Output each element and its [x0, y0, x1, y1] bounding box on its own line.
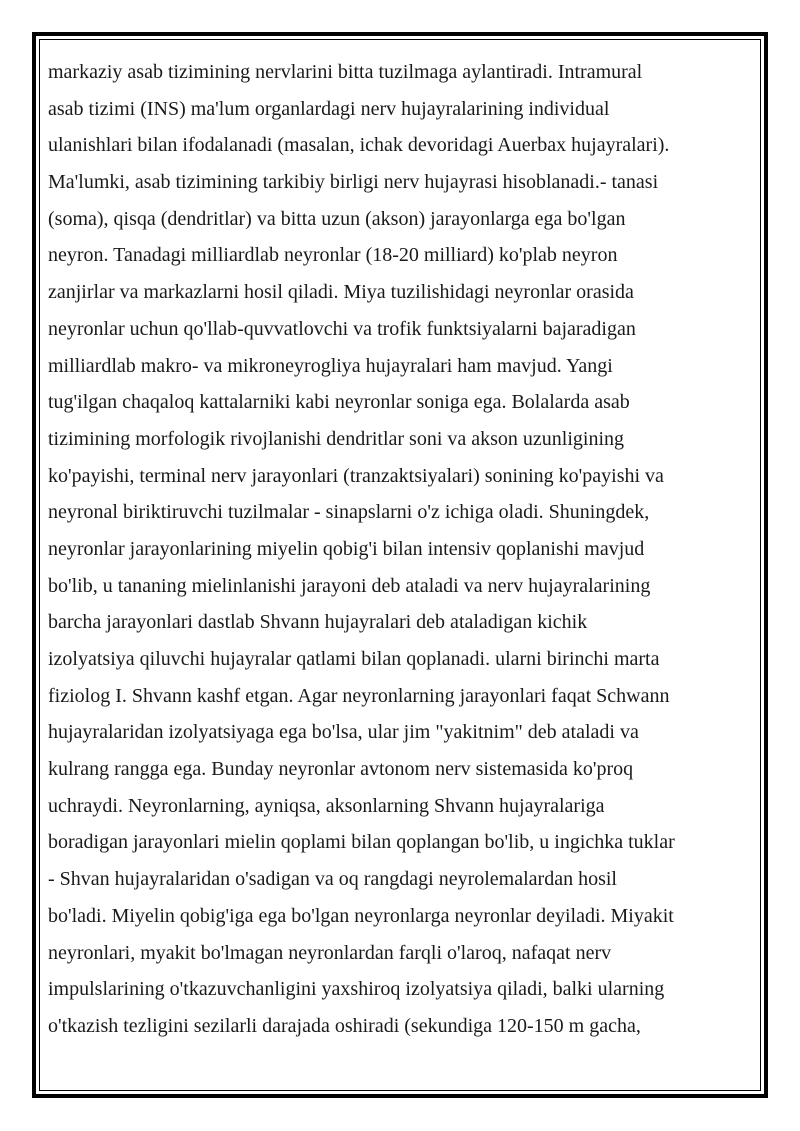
text-line: neyronlari, myakit bo'lmagan neyronlardan farqli o'laroq, nafaqat nerv [48, 941, 612, 964]
text-line: asab tizimi (INS) ma'lum organlardagi nerv hujayralarining individual [48, 97, 610, 120]
text-line: o'tkazish tezligini sezilarli darajada oshiradi (sekundiga 120-150 m gacha, [48, 1014, 641, 1037]
text-line: boradigan jarayonlari mielin qoplami bilan qoplangan bo'lib, u ingichka tuklar [48, 831, 675, 854]
text-line: neyronlar jarayonlarining miyelin qobig'i bilan intensiv qoplanishi mavjud [48, 537, 645, 560]
text-line: neyronlar uchun qo'llab-quvvatlovchi va trofik funktsiyalarni bajaradigan [48, 317, 636, 340]
text-line: bo'lib, u tananing mielinlanishi jarayoni deb ataladi va nerv hujayralarining [48, 574, 651, 597]
text-line: hujayralaridan izolyatsiyaga ega bo'lsa, ular jim "yakitnim" deb ataladi va [48, 721, 639, 744]
text-line: impulslarining o'tkazuvchanligini yaxshiroq izolyatsiya qiladi, balki ularning [48, 978, 665, 1001]
text-line: fiziolog I. Shvann kashf etgan. Agar neyronlarning jarayonlari faqat Schwann [48, 684, 670, 707]
text-line: tizimining morfologik rivojlanishi dendritlar soni va akson uzunligining [48, 427, 625, 450]
text-line: Ma'lumki, asab tizimining tarkibiy birligi nerv hujayrasi hisoblanadi.- tanasi [48, 171, 659, 194]
text-line: (soma), qisqa (dendritlar) va bitta uzun (akson) jarayonlarga ega bo'lgan [48, 207, 626, 230]
text-line: tug'ilgan chaqaloq kattalarniki kabi neyronlar soniga ega. Bolalarda asab [48, 391, 630, 414]
text-line: neyron. Tanadagi milliardlab neyronlar (18-20 milliard) ko'plab neyron [48, 244, 618, 267]
text-line: ulanishlari bilan ifodalanadi (masalan, ichak devoridagi Auerbax hujayralari). [48, 134, 670, 157]
text-line: kulrang rangga ega. Bunday neyronlar avtonom nerv sistemasida ko'proq [48, 758, 634, 781]
text-line: markaziy asab tizimining nervlarini bitta tuzilmaga aylantiradi. Intramural [48, 61, 643, 83]
text-line: zanjirlar va markazlarni hosil qiladi. Miya tuzilishidagi neyronlar orasida [48, 281, 634, 304]
text-line: uchraydi. Neyronlarning, ayniqsa, aksonlarning Shvann hujayralariga [48, 794, 605, 817]
document-body [48, 54, 728, 1045]
text-line: barcha jarayonlari dastlab Shvann hujayralari deb ataladigan kichik [48, 611, 588, 634]
text-line: bo'ladi. Miyelin qobig'iga ega bo'lgan neyronlarga neyronlar deyiladi. Miyakit [48, 904, 674, 927]
text-line: izolyatsiya qiluvchi hujayralar qatlami bilan qoplanadi. ularni birinchi marta [48, 648, 660, 670]
text-line: ko'payishi, terminal nerv jarayonlari (tranzaktsiyalari) sonining ko'payishi va [48, 464, 664, 487]
text-line: neyronal biriktiruvchi tuzilmalar - sinapslarni o'z ichiga oladi. Shuningdek, [48, 501, 650, 524]
text-line: milliardlab makro- va mikroneyrogliya hujayralari ham mavjud. Yangi [48, 354, 613, 377]
text-line: - Shvan hujayralaridan o'sadigan va oq rangdagi neyrolemalardan hosil [48, 868, 617, 891]
